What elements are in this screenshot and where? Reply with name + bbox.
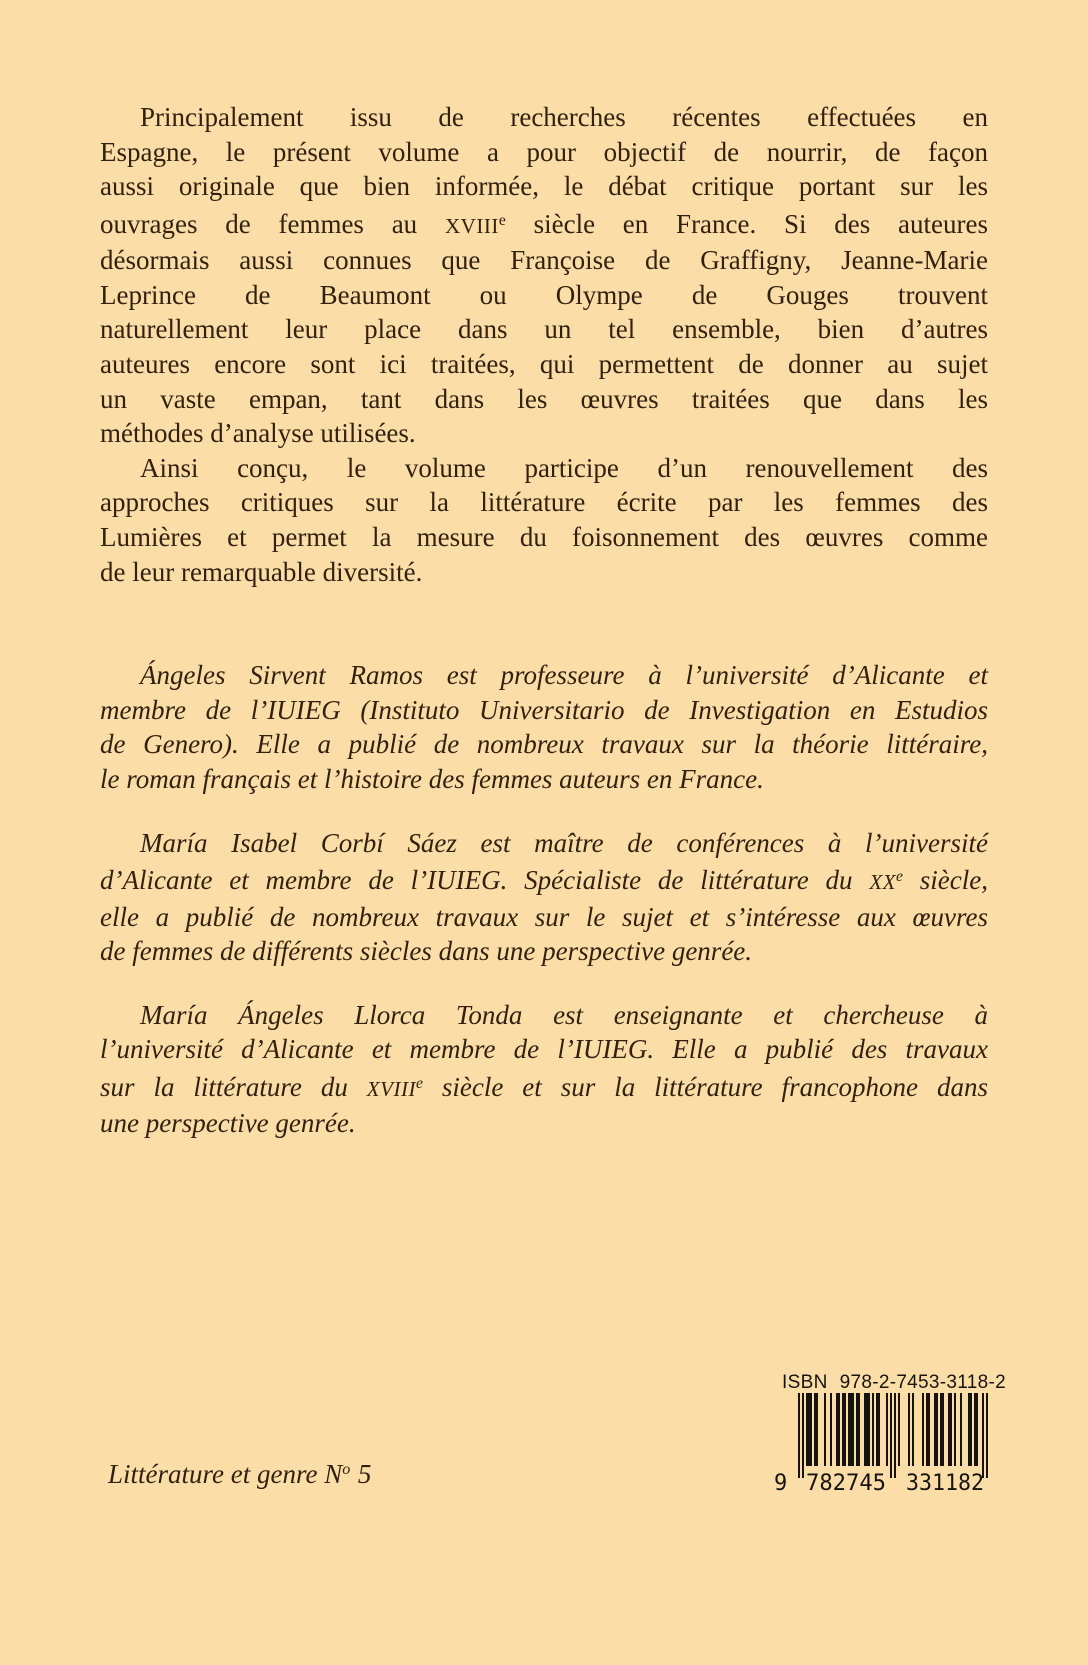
barcode-bar xyxy=(848,1393,850,1466)
barcode-digits: 9 xyxy=(774,1471,788,1493)
text-line: méthodes d’analyse utilisées. xyxy=(100,418,416,449)
barcode-bar xyxy=(976,1393,978,1466)
barcode-bar xyxy=(982,1393,984,1478)
series-label xyxy=(108,1459,371,1490)
barcode-bar xyxy=(942,1393,944,1466)
barcode-bar xyxy=(868,1393,870,1466)
barcode-bar xyxy=(948,1393,950,1466)
series-number: 5 xyxy=(357,1459,372,1489)
barcode-bar xyxy=(830,1393,832,1466)
intro-paragraph-1 xyxy=(100,100,988,451)
text-line: de Genero). Elle a publié de nombreux travaux sur la théorie littéraire, xyxy=(100,729,988,760)
series-ordinal-superscript: o xyxy=(342,1460,351,1479)
text-line: approches critiques sur la littérature écrite par les femmes des xyxy=(100,487,988,518)
barcode-bar xyxy=(922,1393,924,1466)
barcode-bar xyxy=(898,1393,900,1466)
barcode-bar xyxy=(886,1393,888,1466)
author-bio-llorca-tonda xyxy=(100,998,988,1141)
barcode-bar xyxy=(912,1393,914,1466)
text-line: Ángeles Sirvent Ramos est professeure à l’université d’Alicante et xyxy=(140,660,988,691)
text-line: d’Alicante et membre de l’IUIEG. Spécialiste de littérature du XXe siècle, xyxy=(100,864,989,895)
barcode-bar xyxy=(798,1393,800,1478)
barcode-bar xyxy=(954,1393,956,1466)
barcode-bar xyxy=(866,1393,868,1466)
text-line: María Isabel Corbí Sáez est maître de conférences à l’université xyxy=(140,827,988,858)
intro-paragraph-2 xyxy=(100,451,988,589)
barcode-bar xyxy=(936,1393,938,1466)
barcode-bar xyxy=(894,1393,896,1478)
text-line: Leprince de Beaumont ou Olympe de Gouges trouvent xyxy=(100,279,988,310)
text-line: un vaste empan, tant dans les œuvres traitées que dans les xyxy=(100,383,988,414)
isbn-label: ISBN xyxy=(782,1372,828,1393)
text-line: désormais aussi connues que Françoise de Graffigny, Jeanne-Marie xyxy=(100,245,988,276)
barcode-bar xyxy=(986,1393,988,1478)
isbn-number: 978-2-7453-3118-2 xyxy=(839,1372,1006,1393)
barcode-bar xyxy=(844,1393,846,1466)
barcode-bar xyxy=(850,1393,852,1466)
barcode-bar xyxy=(808,1393,810,1466)
barcode-bar xyxy=(968,1393,970,1466)
isbn-line xyxy=(782,1372,1006,1394)
barcode-bar xyxy=(842,1393,844,1466)
ean13-barcode xyxy=(770,1393,990,1493)
barcode-bar xyxy=(926,1393,928,1466)
barcode-bar xyxy=(806,1393,808,1466)
barcode-bar xyxy=(838,1393,840,1466)
text-line: Ainsi conçu, le volume participe d’un renouvellement des xyxy=(140,452,988,483)
author-bio-sirvent-ramos xyxy=(100,658,988,796)
barcode-bar xyxy=(960,1393,962,1466)
text-line: auteures encore sont ici traitées, qui permettent de donner au sujet xyxy=(100,348,988,379)
text-line: une perspective genrée. xyxy=(100,1108,356,1139)
text-line: aussi originale que bien informée, le débat critique portant sur les xyxy=(100,171,988,202)
text-line: naturellement leur place dans un tel ensemble, bien d’autres xyxy=(100,314,988,345)
text-line: de leur remarquable diversité. xyxy=(100,556,423,587)
barcode-bar xyxy=(836,1393,838,1466)
barcode-bar xyxy=(814,1393,816,1466)
back-cover-blurb xyxy=(100,100,988,1141)
barcode-bar xyxy=(934,1393,936,1466)
barcode-bar xyxy=(858,1393,860,1466)
text-line: Lumières et permet la mesure du foisonnement des œuvres comme xyxy=(100,521,988,552)
author-bio-corbi-saez xyxy=(100,826,988,969)
barcode-digits: 331182 xyxy=(906,1471,984,1493)
barcode-bar xyxy=(970,1393,972,1466)
series-title: Littérature et genre N xyxy=(108,1459,343,1489)
barcode-bar xyxy=(856,1393,858,1466)
text-line: ouvrages de femmes au XVIIIe siècle en France. Si des auteures xyxy=(100,208,988,239)
text-line: María Ángeles Llorca Tonda est enseignante et chercheuse à xyxy=(140,999,988,1030)
barcode-bar xyxy=(852,1393,854,1466)
barcode-bar xyxy=(908,1393,910,1466)
barcode-bar xyxy=(824,1393,826,1466)
text-line: elle a publié de nombreux travaux sur le sujet et s’intéresse aux œuvres xyxy=(100,901,988,932)
barcode-digits: 782745 xyxy=(806,1471,886,1493)
barcode-bar xyxy=(878,1393,880,1466)
barcode-bar xyxy=(802,1393,804,1478)
barcode-bar xyxy=(876,1393,878,1466)
text-line: sur la littérature du XVIIIe siècle et sur la littérature francophone dans xyxy=(100,1071,988,1102)
text-line: de femmes de différents siècles dans une perspective genrée. xyxy=(100,936,753,967)
text-line: Principalement issu de recherches récentes effectuées en xyxy=(140,102,988,132)
text-line: membre de l’IUIEG (Instituto Universitario de Investigation en Estudios xyxy=(100,694,988,725)
barcode-bar xyxy=(810,1393,812,1466)
barcode-bar xyxy=(974,1393,976,1466)
barcode-bar xyxy=(940,1393,942,1466)
text-line: l’université d’Alicante et membre de l’IUIEG. Elle a publié des travaux xyxy=(100,1034,988,1065)
barcode-bar xyxy=(928,1393,930,1466)
barcode-bar xyxy=(816,1393,818,1466)
barcode-bar xyxy=(872,1393,874,1466)
text-line: le roman français et l’histoire des femmes auteurs en France. xyxy=(100,763,764,794)
barcode-bar xyxy=(864,1393,866,1466)
text-line: Espagne, le présent volume a pour objectif de nourrir, de façon xyxy=(100,136,988,167)
barcode-bar xyxy=(950,1393,952,1466)
barcode-bar xyxy=(890,1393,892,1478)
